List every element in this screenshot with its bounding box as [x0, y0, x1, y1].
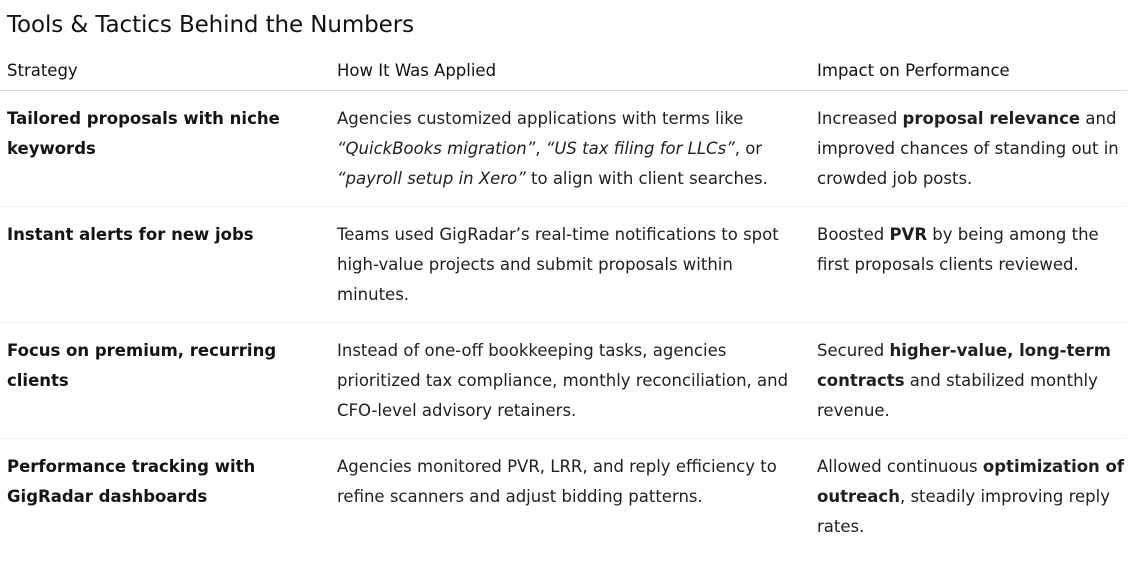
impact-highlight: PVR — [889, 225, 928, 244]
applied-text: , — [535, 139, 546, 158]
table-row — [0, 439, 1127, 555]
applied-text: Agencies customized applications with terms like — [337, 109, 744, 128]
keyword-payroll: “payroll setup in Xero” — [337, 169, 526, 188]
applied-cell: Agencies monitored PVR, LRR, and reply efficiency to refine scanners and adjust bidding patterns. — [337, 457, 777, 506]
impact-cell — [810, 323, 1127, 439]
strategy-cell: Focus on premium, recurring clients — [0, 323, 330, 439]
table-row — [0, 323, 1127, 439]
applied-cell: Instead of one-off bookkeeping tasks, agencies prioritized tax compliance, monthly reconciliation, and CFO-level advisory retainers. — [330, 323, 810, 439]
applied-text: , or — [734, 139, 763, 158]
impact-text: Allowed continuous — [817, 457, 983, 476]
section-title: Tools & Tactics Behind the Numbers — [7, 12, 414, 38]
impact-cell — [810, 439, 1127, 555]
applied-cell: Teams used GigRadar’s real-time notifications to spot high-value projects and submit proposals within minutes. — [330, 207, 810, 323]
impact-text: and improved chances of standing out in crowded job posts. — [817, 109, 1119, 188]
impact-text: Boosted — [817, 225, 890, 244]
impact-cell — [810, 91, 1127, 207]
strategy-cell: Tailored proposals with niche keywords — [0, 91, 330, 207]
table-row — [0, 207, 1127, 323]
impact-text: by being among the first proposals clients reviewed. — [817, 225, 1099, 274]
column-header-strategy: Strategy — [0, 52, 330, 91]
impact-text: and stabilized monthly revenue. — [817, 371, 1098, 420]
impact-highlight: proposal relevance — [902, 109, 1081, 128]
column-header-impact: Impact on Performance — [810, 52, 1127, 91]
table-row — [0, 91, 1127, 207]
applied-text: to align with client searches. — [525, 169, 768, 188]
tactics-table — [0, 52, 1127, 554]
impact-text: , steadily improving reply rates. — [817, 487, 1111, 536]
strategy-cell: Instant alerts for new jobs — [0, 207, 330, 323]
table-header-row — [0, 52, 1127, 91]
impact-cell — [810, 207, 1127, 323]
impact-highlight: higher-value, long-term contracts — [817, 341, 1111, 390]
column-header-applied: How It Was Applied — [330, 52, 810, 91]
strategy-cell: Performance tracking with GigRadar dashboards — [7, 457, 256, 506]
keyword-quickbooks: “QuickBooks migration” — [337, 139, 536, 158]
keyword-us-tax: “US tax filing for LLCs” — [545, 139, 735, 158]
applied-cell — [330, 91, 810, 207]
impact-highlight: optimization of outreach — [817, 457, 1125, 506]
impact-text: Secured — [817, 341, 890, 360]
impact-text: Increased — [817, 109, 903, 128]
